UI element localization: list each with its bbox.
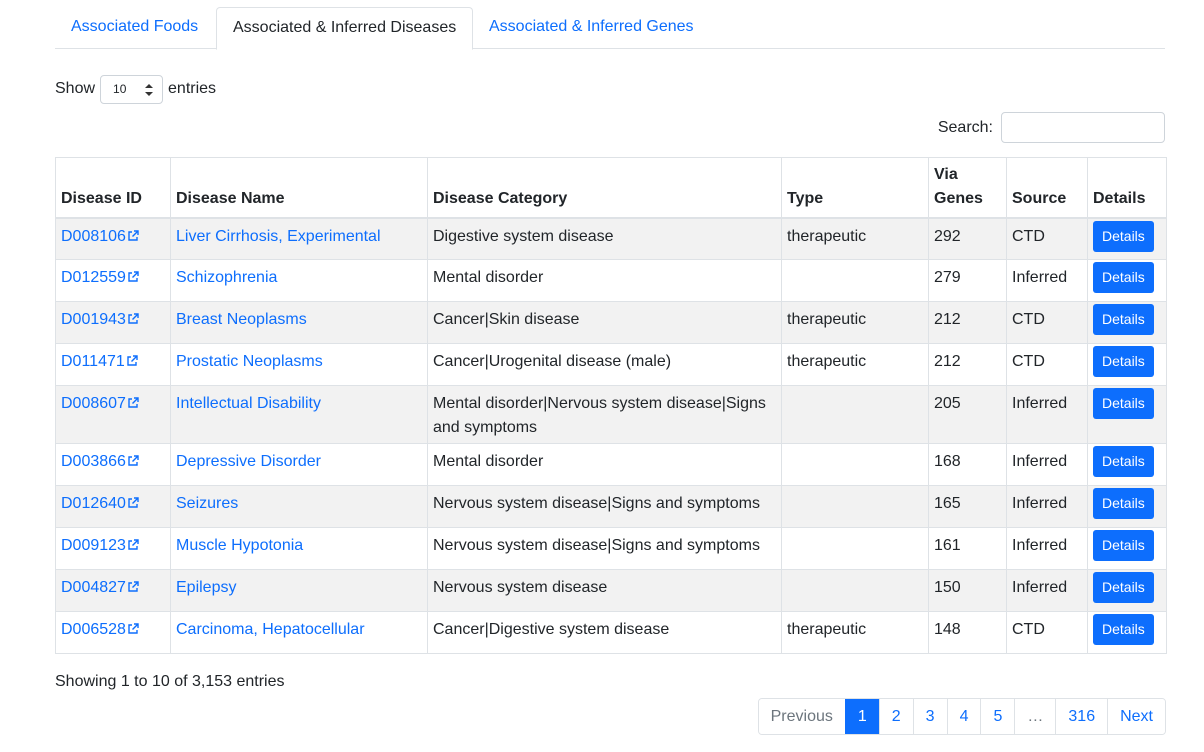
- cell-source: CTD: [1007, 612, 1088, 654]
- diseases-table: [55, 157, 1167, 654]
- cell-disease-name: [171, 218, 428, 260]
- cell-details: [1088, 444, 1167, 486]
- cell-via-genes: 292: [929, 218, 1007, 260]
- disease-id-link[interactable]: D012640: [61, 495, 126, 512]
- disease-id-link[interactable]: D003866: [61, 453, 126, 470]
- cell-disease-name: [171, 302, 428, 344]
- search-label: Search:: [937, 118, 993, 136]
- cell-type: [782, 570, 929, 612]
- external-link-icon[interactable]: [127, 267, 139, 279]
- details-button[interactable]: Details: [1093, 572, 1154, 603]
- cell-details: [1088, 218, 1167, 260]
- tab-associated-foods[interactable]: Associated Foods: [71, 18, 199, 35]
- cell-source: Inferred: [1007, 570, 1088, 612]
- pagination-page-5[interactable]: 5: [980, 699, 1014, 734]
- cell-type: therapeutic: [782, 344, 929, 386]
- cell-disease-name: [171, 260, 428, 302]
- cell-disease-category: Mental disorder: [428, 260, 782, 302]
- cell-details: [1088, 612, 1167, 654]
- cell-source: Inferred: [1007, 528, 1088, 570]
- cell-via-genes: 205: [929, 386, 1007, 444]
- header-source[interactable]: Source: [1007, 158, 1088, 218]
- cell-disease-name: [171, 386, 428, 444]
- entries-label: entries: [168, 80, 217, 97]
- cell-disease-name: [171, 612, 428, 654]
- disease-id-link[interactable]: D004827: [61, 579, 126, 596]
- cell-disease-name: [171, 486, 428, 528]
- external-link-icon[interactable]: [127, 619, 139, 631]
- header-via-genes[interactable]: [929, 158, 1007, 218]
- disease-name-link[interactable]: Muscle Hypotonia: [176, 537, 304, 554]
- details-button[interactable]: Details: [1093, 446, 1154, 477]
- cell-source: CTD: [1007, 218, 1088, 260]
- disease-id-link[interactable]: D008106: [61, 227, 126, 245]
- cell-disease-category: Mental disorder: [428, 444, 782, 486]
- table-row: [56, 528, 1167, 570]
- cell-disease-id: [56, 218, 171, 260]
- details-button[interactable]: Details: [1093, 262, 1154, 293]
- search-control: [938, 112, 1165, 143]
- disease-name-link[interactable]: Depressive Disorder: [176, 453, 321, 470]
- cell-via-genes: 150: [929, 570, 1007, 612]
- external-link-icon[interactable]: [127, 535, 139, 547]
- cell-details: [1088, 570, 1167, 612]
- select-arrows-icon: [145, 84, 153, 96]
- cell-source: CTD: [1007, 344, 1088, 386]
- details-button[interactable]: Details: [1093, 488, 1154, 519]
- details-button[interactable]: Details: [1093, 614, 1154, 645]
- header-disease-id[interactable]: Disease ID: [56, 158, 171, 218]
- disease-name-link[interactable]: Seizures: [176, 495, 239, 512]
- pagination: [758, 698, 1166, 735]
- cell-type: therapeutic: [782, 218, 929, 260]
- header-via-genes-line2: Genes: [934, 189, 983, 207]
- table-row: [56, 218, 1167, 260]
- external-link-icon[interactable]: [127, 451, 139, 463]
- table-row: [56, 612, 1167, 654]
- cell-via-genes: 168: [929, 444, 1007, 486]
- external-link-icon[interactable]: [127, 577, 139, 589]
- cell-via-genes: 212: [929, 302, 1007, 344]
- cell-via-genes: 212: [929, 344, 1007, 386]
- table-row: [56, 444, 1167, 486]
- cell-via-genes: 161: [929, 528, 1007, 570]
- cell-details: [1088, 302, 1167, 344]
- disease-id-link[interactable]: D009123: [61, 537, 126, 554]
- details-button[interactable]: Details: [1093, 346, 1154, 377]
- cell-disease-category: Cancer|Urogenital disease (male): [428, 344, 782, 386]
- cell-type: [782, 386, 929, 444]
- disease-name-link[interactable]: Liver Cirrhosis, Experimental: [176, 227, 381, 245]
- details-button[interactable]: Details: [1093, 304, 1154, 335]
- disease-name-link[interactable]: Schizophrenia: [176, 269, 278, 286]
- disease-name-link[interactable]: Prostatic Neoplasms: [176, 353, 323, 370]
- cell-type: [782, 260, 929, 302]
- table-row: [56, 302, 1167, 344]
- header-details[interactable]: Details: [1088, 158, 1167, 218]
- entries-per-page-value: 10: [113, 81, 127, 96]
- pagination-ellipsis: …: [1014, 699, 1055, 734]
- cell-disease-id: [56, 528, 171, 570]
- header-disease-name[interactable]: Disease Name: [171, 158, 428, 218]
- cell-source: CTD: [1007, 302, 1088, 344]
- cell-disease-name: [171, 444, 428, 486]
- cell-type: [782, 486, 929, 528]
- disease-id-link[interactable]: D011471: [61, 353, 125, 370]
- external-link-icon[interactable]: [126, 351, 138, 363]
- cell-disease-category: Cancer|Skin disease: [428, 302, 782, 344]
- table-row: [56, 386, 1167, 444]
- cell-via-genes: 165: [929, 486, 1007, 528]
- cell-disease-id: [56, 386, 171, 444]
- cell-disease-id: [56, 260, 171, 302]
- tab-associated-inferred-genes[interactable]: Associated & Inferred Genes: [489, 18, 694, 35]
- pagination-page-316[interactable]: 316: [1055, 699, 1107, 734]
- table-row: [56, 344, 1167, 386]
- cell-source: Inferred: [1007, 386, 1088, 444]
- cell-type: therapeutic: [782, 302, 929, 344]
- pagination-page-2[interactable]: 2: [879, 699, 913, 734]
- external-link-icon[interactable]: [127, 393, 139, 405]
- entries-length-control: [55, 74, 216, 104]
- header-disease-category[interactable]: Disease Category: [428, 158, 782, 218]
- table-header-row: [56, 158, 1167, 218]
- cell-type: [782, 528, 929, 570]
- table-info: Showing 1 to 10 of 3,153 entries: [55, 673, 285, 690]
- cell-disease-name: [171, 528, 428, 570]
- show-label: Show: [55, 80, 96, 97]
- external-link-icon[interactable]: [127, 226, 139, 238]
- table-row: [56, 570, 1167, 612]
- search-input[interactable]: [1001, 112, 1165, 143]
- cell-via-genes: 279: [929, 260, 1007, 302]
- disease-name-link[interactable]: Epilepsy: [176, 579, 237, 596]
- pagination-page-4[interactable]: 4: [947, 699, 981, 734]
- cell-disease-id: [56, 444, 171, 486]
- disease-id-link[interactable]: D001943: [61, 311, 126, 328]
- cell-type: therapeutic: [782, 612, 929, 654]
- cell-via-genes: 148: [929, 612, 1007, 654]
- table-row: [56, 260, 1167, 302]
- cell-disease-id: [56, 570, 171, 612]
- external-link-icon[interactable]: [127, 493, 139, 505]
- cell-details: [1088, 344, 1167, 386]
- cell-source: Inferred: [1007, 260, 1088, 302]
- disease-id-link[interactable]: D006528: [61, 621, 126, 638]
- cell-disease-id: [56, 612, 171, 654]
- cell-details: [1088, 260, 1167, 302]
- cell-disease-category: Nervous system disease: [428, 570, 782, 612]
- tab-bar: [55, 7, 1165, 49]
- pagination-page-3[interactable]: 3: [913, 699, 947, 734]
- cell-source: Inferred: [1007, 486, 1088, 528]
- disease-id-link[interactable]: D008607: [61, 395, 126, 412]
- disease-name-link[interactable]: Carcinoma, Hepatocellular: [176, 621, 365, 638]
- table-row: [56, 486, 1167, 528]
- pagination-next[interactable]: Next: [1107, 699, 1165, 734]
- cell-disease-category: Cancer|Digestive system disease: [428, 612, 782, 654]
- cell-disease-name: [171, 344, 428, 386]
- disease-name-link[interactable]: Breast Neoplasms: [176, 311, 307, 328]
- pagination-previous[interactable]: Previous: [759, 699, 845, 734]
- disease-id-link[interactable]: D012559: [61, 269, 126, 286]
- cell-details: [1088, 528, 1167, 570]
- table-body: [56, 218, 1167, 654]
- cell-type: [782, 444, 929, 486]
- details-button[interactable]: Details: [1093, 530, 1154, 561]
- header-via-genes-line1: Via: [934, 165, 958, 183]
- cell-details: [1088, 486, 1167, 528]
- details-button[interactable]: Details: [1093, 221, 1154, 252]
- cell-disease-category: Digestive system disease: [428, 218, 782, 260]
- cell-disease-category: Nervous system disease|Signs and symptoms: [428, 528, 782, 570]
- external-link-icon[interactable]: [127, 309, 139, 321]
- cell-disease-id: [56, 302, 171, 344]
- tab-associated-inferred-diseases[interactable]: Associated & Inferred Diseases: [216, 7, 473, 50]
- cell-disease-category: Nervous system disease|Signs and symptoms: [428, 486, 782, 528]
- pagination-page-1[interactable]: 1: [845, 699, 879, 734]
- cell-disease-id: [56, 486, 171, 528]
- cell-disease-id: [56, 344, 171, 386]
- cell-disease-name: [171, 570, 428, 612]
- cell-disease-category: Mental disorder|Nervous system disease|Signs and symptoms: [428, 386, 782, 444]
- entries-per-page-select[interactable]: [100, 75, 163, 104]
- details-button[interactable]: Details: [1093, 388, 1154, 419]
- cell-source: Inferred: [1007, 444, 1088, 486]
- header-type[interactable]: Type: [782, 158, 929, 218]
- cell-details: [1088, 386, 1167, 444]
- disease-name-link[interactable]: Intellectual Disability: [176, 395, 321, 412]
